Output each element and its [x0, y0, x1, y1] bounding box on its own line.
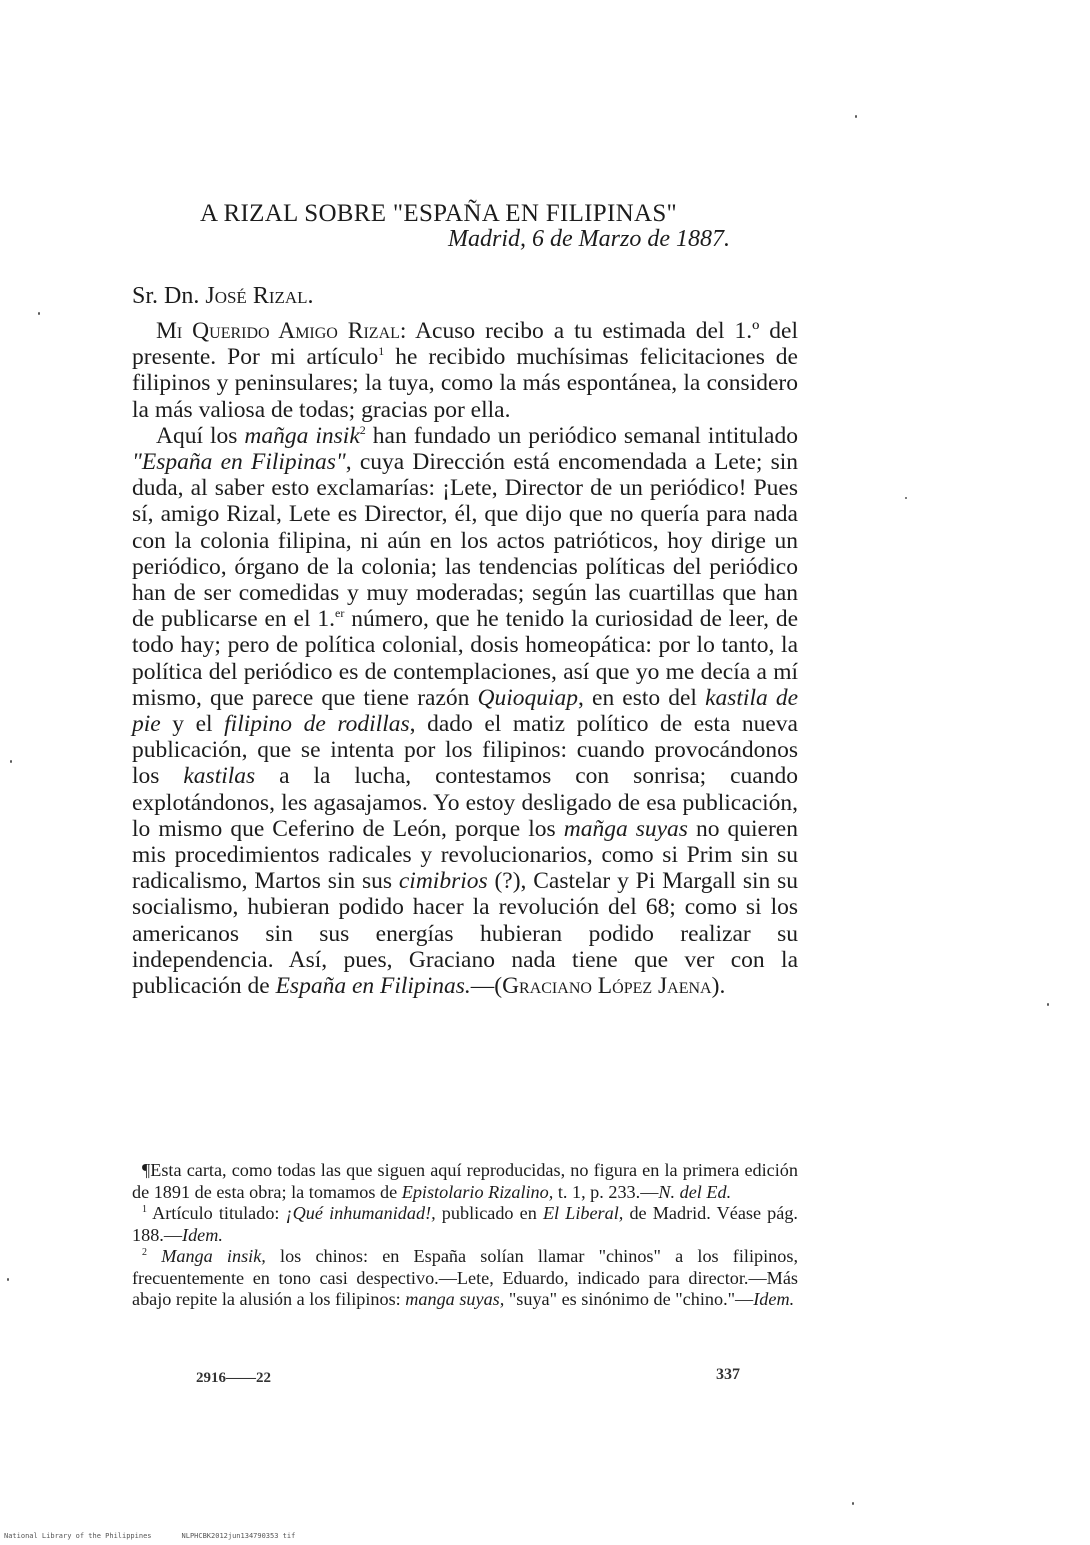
italic-run: ¡Qué inhumanidad!, — [285, 1203, 436, 1223]
scan-file-id: NLPHCBK2012jun134790353 tif — [181, 1532, 296, 1540]
signer-name: Graciano López Jaena — [502, 973, 712, 1000]
text-run: los chinos: en España solían llamar "chinos" a los filipinos, frecuentemente en tono casi despectivo.—Lete, Eduardo, indicado para director.—Más abajo repite la alusión a los filipinos: — [132, 1246, 798, 1309]
italic-run: mañga insik — [244, 422, 360, 449]
italic-run: manga suyas, — [405, 1289, 505, 1309]
footnote-ref-2: 2 — [359, 422, 366, 437]
footnote-number: 2 — [142, 1246, 147, 1258]
text-run: ). — [711, 973, 726, 1000]
greeting: Mi Querido Amigo Rizal: — [156, 318, 407, 344]
footnote-editorial — [132, 1160, 798, 1203]
footnote-2 — [132, 1246, 798, 1311]
scan-speck — [10, 760, 12, 763]
text-run: y el — [160, 711, 225, 738]
scan-stamp — [4, 1532, 325, 1540]
text-run: he recibido muchísimas felicitaciones de filipinos y peninsulares; la tuya, como la más espontánea, la considero la más valiosa de todas; gracias por ella. — [132, 344, 798, 423]
scan-speck — [852, 1502, 854, 1505]
text-run: "suya" es sinónimo de "chino."— — [504, 1289, 754, 1309]
page-number: 337 — [716, 1366, 740, 1383]
scan-speck — [855, 115, 857, 118]
dateline: Madrid, 6 de Marzo de 1887. — [448, 226, 730, 252]
page-title: A RIZAL SOBRE "ESPAÑA EN FILIPINAS" — [200, 200, 678, 227]
italic-run: El Liberal, — [542, 1203, 624, 1223]
scan-speck — [905, 497, 907, 499]
italic-run: Quioquiap — [477, 684, 579, 711]
italic-run: cimibrios — [398, 868, 488, 895]
italic-run: N. del Ed. — [658, 1181, 732, 1202]
text-run: , en esto del — [578, 684, 706, 711]
scan-speck — [7, 1278, 9, 1281]
footnote-number: 1 — [142, 1203, 147, 1215]
text-run: , cuya Dirección está encomendada a Lete; sin duda, al saber esto exclamarías: ¡Lete, Director de un periódico! Pues sí, amigo Rizal, Lete es Director, él, que dijo que no quería para nada con la colonia filipina, ni aún en los actos patrióticos, hoy dirige un periódico, órgano de la colonia; las tendencias políticas del periódico han de ser comedidas y muy moderadas; según las cuartillas que han de publicarse en el 1. — [132, 449, 798, 633]
text-run: —( — [470, 973, 503, 1000]
ordinal-suffix: er — [335, 606, 345, 621]
italic-run: España en Filipinas. — [275, 973, 471, 1000]
letter-body — [132, 318, 798, 999]
italic-run: "España en Filipinas" — [132, 449, 346, 476]
text-run: número, que he tenido la curiosidad de leer, de todo hay; pero de política colonial, dosis homeopática: por lo tanto, la política del periódico es de contemplaciones, así que yo me decía a mí mismo, que parece que tiene razón — [132, 606, 799, 711]
text-run: (?), Castelar y Pi Margall sin su socialismo, hubieran podido hacer la revolución del 68; como si los americanos sin sus energías hubieran podido realizar su independencia. Así, pues, Graciano nada tiene que ver con la publicación de — [132, 868, 799, 1000]
italic-run: kastila de pie — [132, 684, 799, 738]
text-run: no quieren mis procedimientos radicales y revolucionarios, como si Prim sin su radicalismo, Martos sin sus — [132, 815, 798, 895]
text-run: Aquí los — [156, 422, 245, 449]
italic-run: mañga suyas — [563, 815, 688, 842]
footnote-1 — [132, 1203, 798, 1246]
text-run: Artículo titulado: — [147, 1203, 286, 1223]
text-run: a la lucha, contestamos con sonrisa; cuando explotándonos, les agasajamos. Yo estoy desligado de esa publicación, lo mismo que Ceferino de León, porque los — [132, 763, 798, 842]
text-run: han fundado un periódico semanal intitulado — [365, 422, 798, 449]
scan-library: National Library of the Philippines — [4, 1532, 152, 1540]
paragraph-2 — [132, 423, 798, 999]
text-run: t. 1, p. 233.— — [553, 1181, 659, 1202]
italic-run: Manga insik, — [147, 1246, 266, 1266]
scan-speck — [1047, 1003, 1049, 1006]
salutation-name: José Rizal. — [205, 283, 314, 309]
salutation-prefix: Sr. Dn. — [132, 283, 206, 309]
text-run: Acuso recibo a tu estimada del 1.º del presente. Por mi artículo — [132, 318, 799, 371]
italic-run: kastilas — [183, 763, 256, 790]
italic-run: Epistolario Rizalino, — [401, 1181, 554, 1202]
footnotes — [132, 1160, 798, 1311]
text-run: ¶Esta carta, como todas las que siguen aquí reproducidas, no figura en la primera edición de 1891 de esta obra; la tomamos de — [132, 1160, 798, 1202]
footnote-ref-1: 1 — [378, 344, 385, 359]
scan-speck — [38, 312, 40, 315]
text-run: , dado el matiz político de esta nueva publicación, que se intenta por los filipinos: cuando provocándonos los — [132, 711, 798, 790]
italic-run: Idem. — [182, 1224, 223, 1245]
italic-run: filipino de rodillas — [224, 711, 410, 738]
salutation — [132, 283, 314, 310]
text-run: de Madrid. Véase pág. 188.— — [132, 1203, 798, 1245]
text-run: publicado en — [435, 1203, 543, 1223]
italic-run: Idem. — [753, 1289, 795, 1309]
paragraph-1 — [132, 318, 798, 423]
printer-signature: 2916——22 — [196, 1370, 271, 1386]
